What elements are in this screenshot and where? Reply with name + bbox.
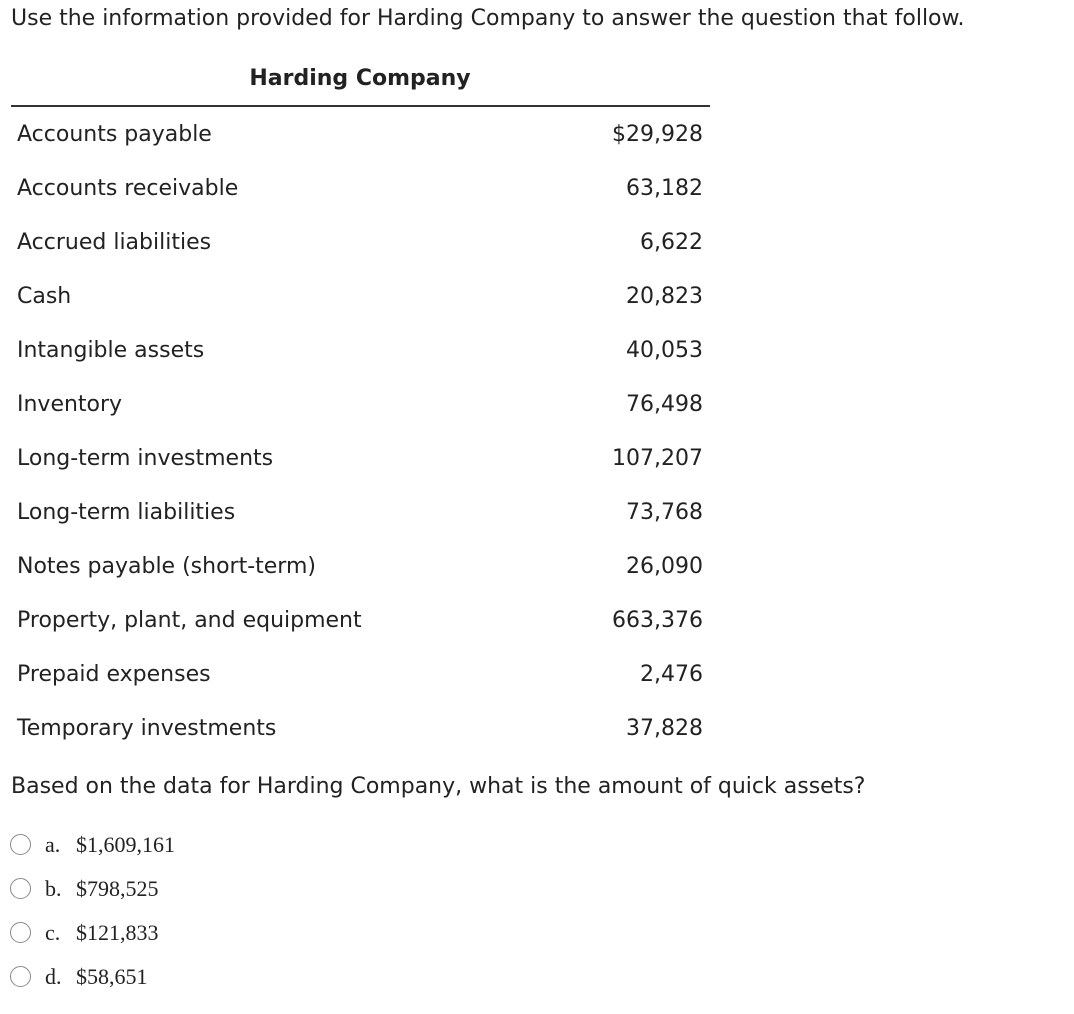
ledger-row: [11, 702, 709, 756]
ledger-value: 37,828: [626, 716, 703, 741]
intro-text: Use the information provided for Harding Company to answer the question that follow.: [11, 6, 965, 31]
option-value: $798,525: [76, 876, 159, 901]
ledger-table: [11, 108, 709, 756]
ledger-value: 26,090: [626, 554, 703, 579]
ledger-row: [11, 162, 709, 216]
ledger-row: [11, 594, 709, 648]
option-label: [45, 918, 159, 948]
ledger-label: Accounts receivable: [17, 176, 239, 201]
option-letter: c.: [45, 920, 61, 945]
ledger-row: [11, 540, 709, 594]
ledger-value: $29,928: [612, 122, 703, 147]
ledger-label: Prepaid expenses: [17, 662, 211, 687]
ledger-value: 73,768: [626, 500, 703, 525]
ledger-label: Long-term liabilities: [17, 500, 236, 525]
ledger-label: Temporary investments: [17, 716, 277, 741]
ledger-value: 63,182: [626, 176, 703, 201]
ledger-label: Notes payable (short-term): [17, 554, 316, 579]
radio-button-c[interactable]: [10, 922, 31, 943]
answer-option-b[interactable]: [10, 872, 410, 916]
ledger-row: [11, 486, 709, 540]
ledger-value: 2,476: [640, 662, 703, 687]
ledger-label: Cash: [17, 284, 72, 309]
radio-button-a[interactable]: [10, 834, 31, 855]
company-title: Harding Company: [249, 66, 471, 91]
option-letter: b.: [45, 876, 62, 901]
ledger-label: Inventory: [17, 392, 123, 417]
answer-option-d[interactable]: [10, 960, 410, 1004]
option-label: [45, 874, 159, 904]
option-value: $58,651: [76, 964, 148, 989]
answer-option-a[interactable]: [10, 828, 410, 872]
ledger-label: Long-term investments: [17, 446, 274, 471]
ledger-label: Property, plant, and equipment: [17, 608, 362, 633]
radio-button-d[interactable]: [10, 966, 31, 987]
ledger-value: 6,622: [640, 230, 703, 255]
ledger-value: 107,207: [612, 446, 703, 471]
ledger-value: 663,376: [612, 608, 703, 633]
option-value: $121,833: [76, 920, 159, 945]
ledger-row: [11, 378, 709, 432]
table-header-rule: [11, 105, 710, 107]
answer-options: [10, 828, 410, 1004]
answer-option-c[interactable]: [10, 916, 410, 960]
ledger-row: [11, 108, 709, 162]
question-text: Based on the data for Harding Company, what is the amount of quick assets?: [11, 774, 866, 799]
ledger-label: Accrued liabilities: [17, 230, 212, 255]
ledger-row: [11, 324, 709, 378]
option-value: $1,609,161: [76, 832, 175, 857]
ledger-value: 76,498: [626, 392, 703, 417]
ledger-row: [11, 270, 709, 324]
option-label: [45, 962, 148, 992]
ledger-label: Accounts payable: [17, 122, 212, 147]
option-letter: a.: [45, 832, 61, 857]
ledger-row: [11, 216, 709, 270]
ledger-value: 40,053: [626, 338, 703, 363]
ledger-row: [11, 432, 709, 486]
ledger-label: Intangible assets: [17, 338, 205, 363]
ledger-value: 20,823: [626, 284, 703, 309]
option-letter: d.: [45, 964, 62, 989]
radio-button-b[interactable]: [10, 878, 31, 899]
option-label: [45, 830, 175, 860]
ledger-row: [11, 648, 709, 702]
